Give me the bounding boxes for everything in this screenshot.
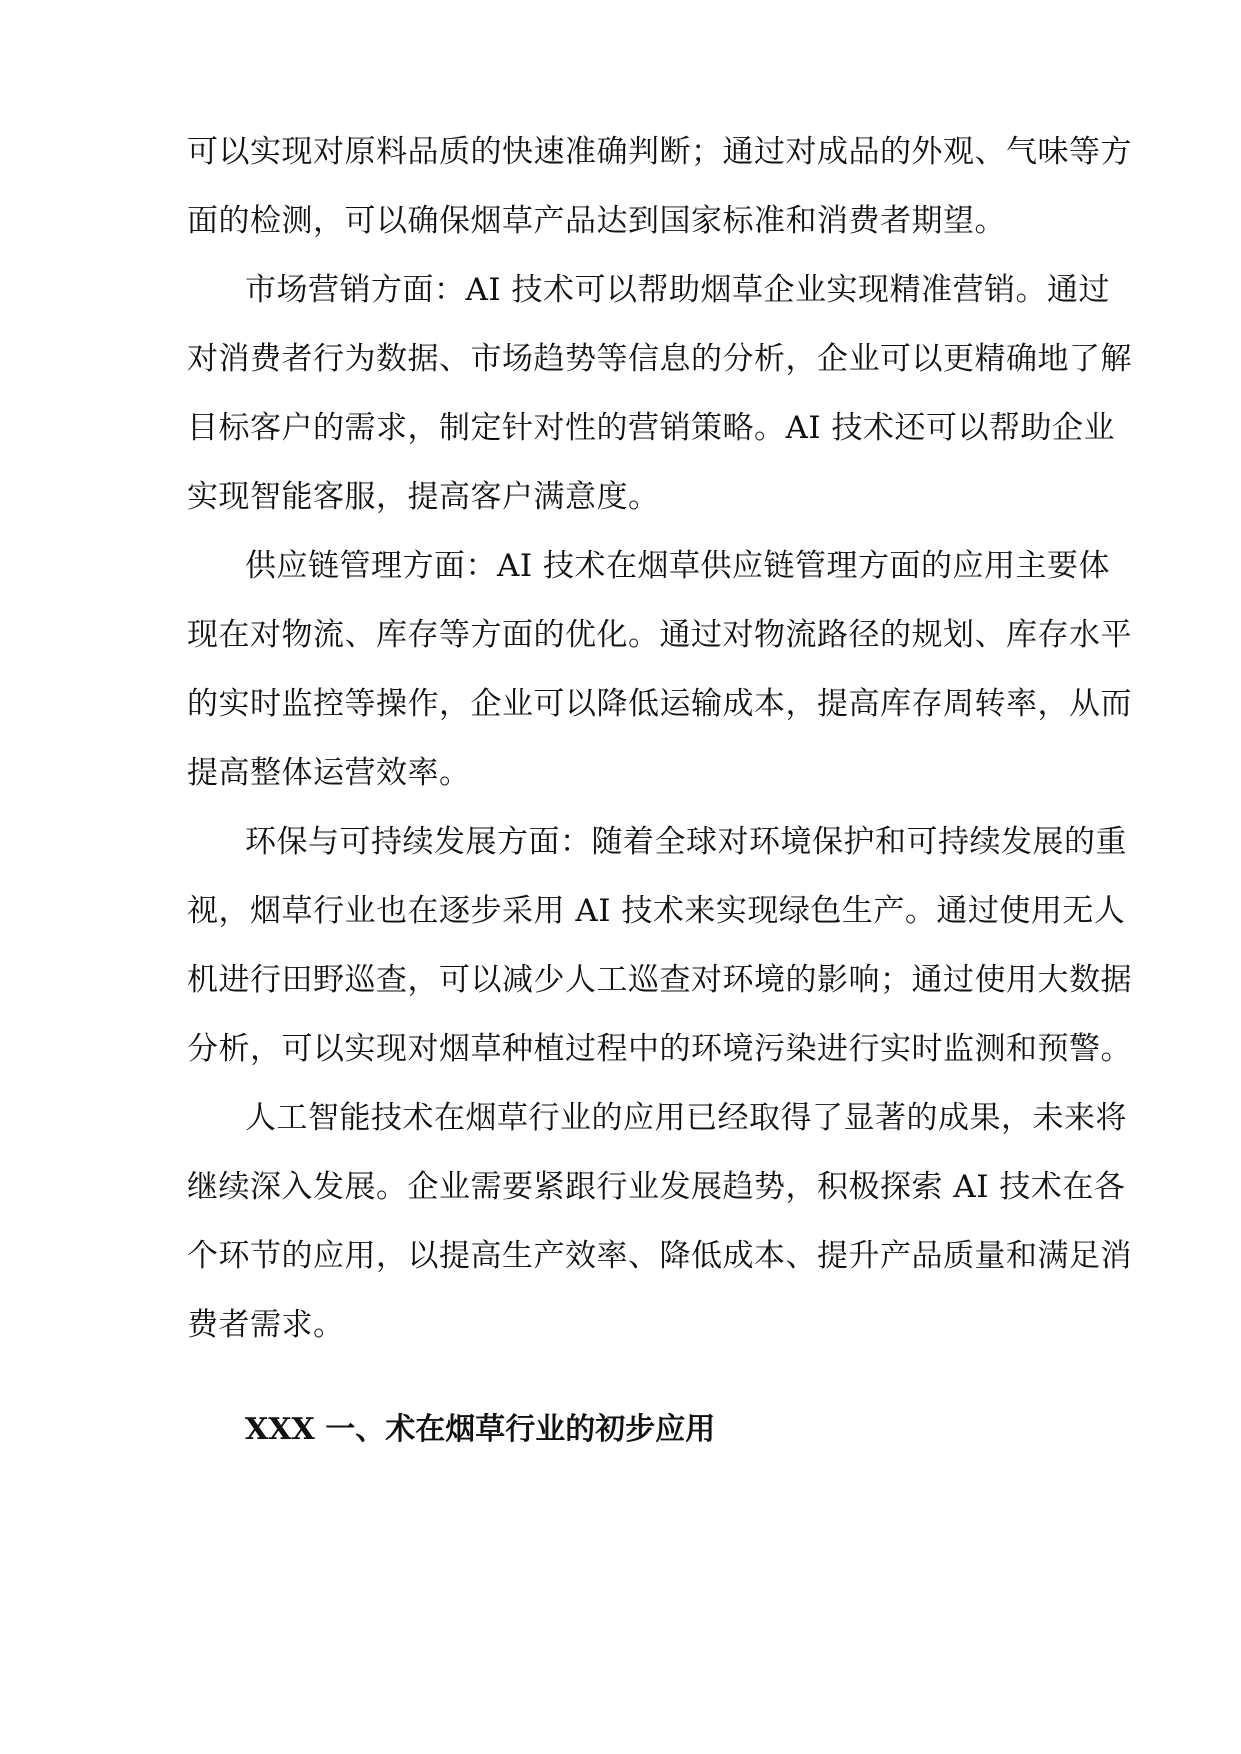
paragraph-start-marketing: 市场营销方面：AI 技术可以帮助烟草企业实现精准营销。通过 <box>245 272 1110 308</box>
text-line: 实现智能客服，提高客户满意度。 <box>187 479 660 515</box>
text-line: 机进行田野巡查，可以减少人工巡查对环境的影响；通过使用大数据 <box>187 962 1132 998</box>
text-line: 的实时监控等操作，企业可以降低运输成本，提高库存周转率，从而 <box>187 686 1132 722</box>
text-line: 提高整体运营效率。 <box>187 755 471 791</box>
text-line: 现在对物流、库存等方面的优化。通过对物流路径的规划、库存水平 <box>187 617 1132 653</box>
paragraph-start-supply-chain: 供应链管理方面：AI 技术在烟草供应链管理方面的应用主要体 <box>245 548 1110 584</box>
section-heading: XXX 一、术在烟草行业的初步应用 <box>245 1412 716 1447</box>
text-line: 面的检测，可以确保烟草产品达到国家标准和消费者期望。 <box>187 203 1006 239</box>
text-line: 继续深入发展。企业需要紧跟行业发展趋势，积极探索 AI 技术在各 <box>187 1169 1126 1205</box>
text-line: 对消费者行为数据、市场趋势等信息的分析，企业可以更精确地了解 <box>187 341 1132 377</box>
text-line: 费者需求。 <box>187 1307 345 1343</box>
text-line: 可以实现对原料品质的快速准确判断；通过对成品的外观、气味等方 <box>187 134 1132 170</box>
text-line: 分析，可以实现对烟草种植过程中的环境污染进行实时监测和预警。 <box>187 1031 1132 1067</box>
text-line: 视，烟草行业也在逐步采用 AI 技术来实现绿色生产。通过使用无人 <box>187 893 1126 929</box>
paragraph-start-conclusion: 人工智能技术在烟草行业的应用已经取得了显著的成果，未来将 <box>245 1100 1127 1136</box>
paragraph-start-environment: 环保与可持续发展方面：随着全球对环境保护和可持续发展的重 <box>245 824 1127 860</box>
text-line: 目标客户的需求，制定针对性的营销策略。AI 技术还可以帮助企业 <box>187 410 1115 446</box>
text-line: 个环节的应用，以提高生产效率、降低成本、提升产品质量和满足消 <box>187 1238 1132 1274</box>
